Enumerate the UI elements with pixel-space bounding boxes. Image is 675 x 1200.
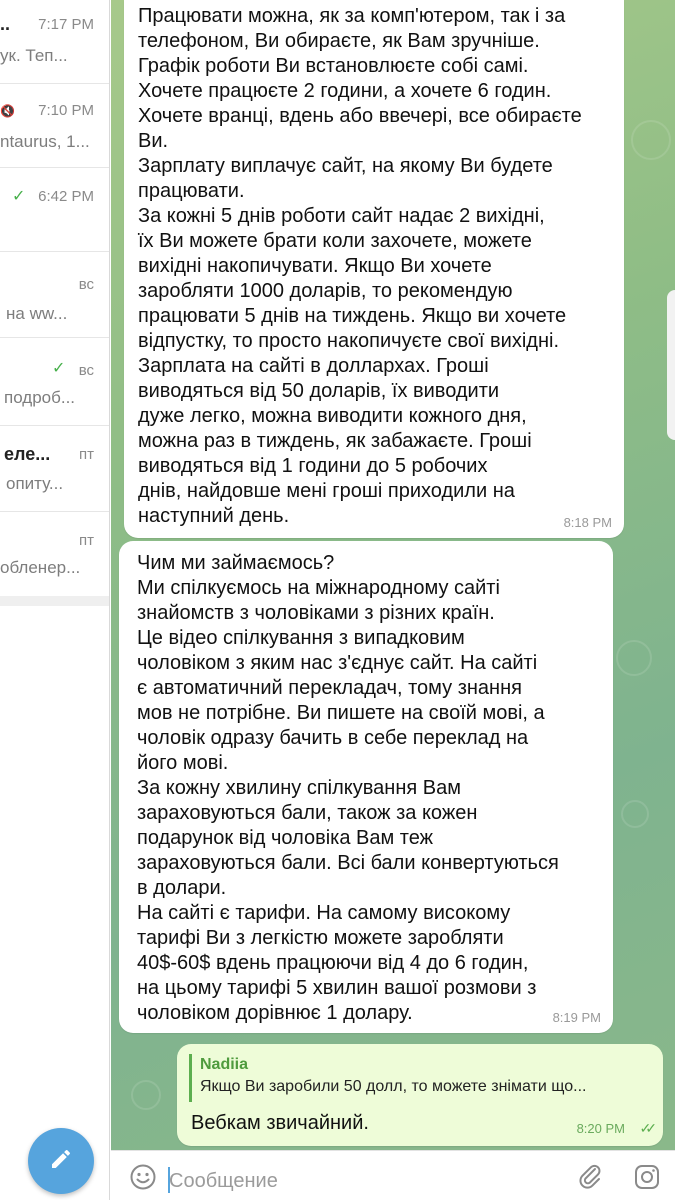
- message-time: 8:20 PM: [576, 1121, 625, 1136]
- chat-row[interactable]: [0, 252, 110, 338]
- mute-icon: 🔇: [0, 104, 15, 118]
- chat-row[interactable]: [0, 426, 110, 512]
- message-time: 8:18 PM: [563, 515, 612, 530]
- chat-time: 7:10 PM: [38, 102, 94, 119]
- chat-row[interactable]: [0, 338, 110, 426]
- outgoing-message-bubble[interactable]: [177, 1044, 663, 1146]
- compose-button[interactable]: [28, 1128, 94, 1194]
- list-divider: [0, 596, 110, 606]
- reply-quote[interactable]: [189, 1054, 653, 1102]
- wallpaper-doodle: [631, 120, 671, 160]
- chat-snippet: ntaurus, 1...: [0, 132, 90, 151]
- chat-snippet: ук. Теп...: [0, 46, 68, 65]
- instagram-camera-icon[interactable]: [633, 1163, 661, 1196]
- chat-time: пт: [79, 446, 94, 463]
- chat-time: 6:42 PM: [38, 188, 94, 205]
- chat-time: пт: [79, 532, 94, 549]
- paperclip-icon[interactable]: [575, 1161, 605, 1196]
- chat-snippet: на ww...: [6, 304, 68, 323]
- smile-icon[interactable]: [129, 1163, 157, 1196]
- message-input[interactable]: Сообщение: [169, 1170, 278, 1192]
- reply-text: Якщо Ви заробили 50 долл, то можете знімати що...: [200, 1078, 587, 1095]
- wallpaper-doodle: [621, 800, 649, 828]
- sent-check-icon: ✓: [52, 360, 66, 377]
- reply-author: Nadiia: [200, 1056, 249, 1073]
- message-bubble[interactable]: [119, 541, 613, 1033]
- chat-row[interactable]: [0, 512, 110, 596]
- chat-time: вс: [78, 276, 94, 293]
- chat-area: [111, 0, 675, 1150]
- chat-snippet: обленер...: [0, 558, 81, 577]
- chat-time: вс: [78, 362, 94, 379]
- wallpaper-doodle: [131, 1080, 161, 1110]
- message-text: Працювати можна, як за комп'ютером, так і за телефоном, Ви обираєте, як Вам зручніше. Графік роботи Ви встановлюєте собі самі. Хочете працюєте 2 години, а хочете 6 годин. Хочете вранці, вдень або ввечері, все обираєте Ви. Зарплату виплачує сайт, на якому Ви будете працювати. За кожні 5 днів роботи сайт надає 2 вихідні, їх Ви можете брати коли захочете, можете вихідні накопичувати. Якщо Ви хочете заробляти 1000 доларів, то рекомендую працювати 5 днів на тиждень. Якщо ви хочете відпустку, то просто накопичуєте свої вихідні. Зарплата на сайті в доллархах. Гроші виводяться від 50 доларів, їх виводити дуже легко, можна виводити кожного дня, можна раз в тиждень, як забажаєте. Гроші виводяться від 1 години до 5 робочих днів, найдовше мені гроші приходили на наступний день.: [138, 5, 582, 527]
- chat-name: ..: [0, 14, 11, 34]
- chat-row[interactable]: [0, 84, 110, 168]
- read-ticks-icon: ✓✓: [639, 1120, 651, 1136]
- chat-snippet: подроб...: [4, 388, 76, 407]
- chat-list: [0, 0, 110, 1200]
- message-input-bar: [111, 1150, 675, 1200]
- message-text: Чим ми займаємось? Ми спілкуємось на міжнародному сайті знайомств з чоловіками з різних країн. Це відео спілкування з випадковим чоловіком з яким нас з'єднує сайт. На сайті є автоматичний перекладач, тому знання мов не потрібне. Ви пишете на своїй мові, а чоловік одразу бачить в себе переклад на його мові. За кожну хвилину спілкування Вам зараховуються бали, також за кожен подарунок від чоловіка Вам теж зараховуються бали. Всі бали конвертуються в долари. На сайті є тарифи. На самому високому тарифі Ви з легкістю можете заробляти 40$-60$ вдень працюючи від 4 до 6 годин, на цьому тарифі 5 хвилин вашої розмови з чоловіком дорівнює 1 долару.: [137, 552, 559, 1024]
- chat-time: 7:17 PM: [38, 16, 94, 33]
- sent-check-icon: ✓: [12, 188, 26, 205]
- chat-row[interactable]: [0, 0, 110, 84]
- pencil-icon: [49, 1147, 73, 1176]
- chat-name: еле...: [4, 444, 51, 464]
- message-text: Вебкам звичайний.: [191, 1112, 369, 1134]
- chat-snippet: опиту...: [6, 474, 64, 493]
- message-bubble[interactable]: [124, 0, 624, 538]
- wallpaper-doodle: [616, 640, 652, 676]
- side-handle: [667, 290, 675, 440]
- message-time: 8:19 PM: [552, 1010, 601, 1025]
- chat-row[interactable]: [0, 168, 110, 252]
